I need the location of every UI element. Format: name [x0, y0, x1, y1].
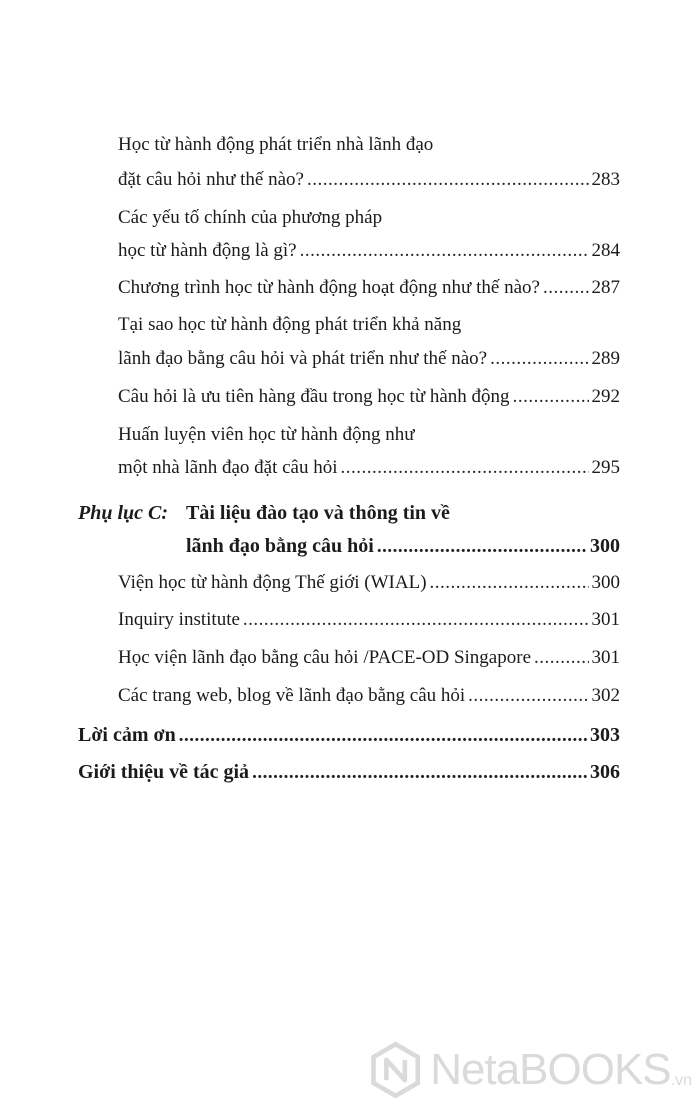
toc-page-number: 301	[591, 609, 620, 630]
dot-leader	[243, 605, 589, 635]
toc-page-number: 303	[590, 724, 620, 746]
toc-entry-title: Lời cảm ơn	[78, 724, 176, 746]
dot-leader	[252, 758, 587, 788]
toc-entry-title: Huấn luyện viên học từ hành động như	[118, 424, 415, 445]
toc-entry-line	[118, 382, 620, 412]
toc-entry-line	[78, 757, 620, 787]
dot-leader	[307, 165, 589, 195]
toc-entry-line	[118, 344, 620, 374]
dot-leader	[490, 344, 588, 374]
netabooks-watermark	[367, 1027, 692, 1112]
toc-entry-title: Các trang web, blog về lãnh đạo bằng câu hỏi	[118, 685, 466, 706]
toc-page-number: 283	[591, 169, 620, 190]
toc-entry-line	[118, 236, 620, 266]
toc-page-number: 300	[590, 535, 620, 557]
toc-entry-line	[78, 720, 620, 750]
toc-entry-title: Viện học từ hành động Thế giới (WIAL)	[118, 572, 427, 593]
toc-page-number: 292	[591, 386, 620, 407]
toc-entry-line	[118, 605, 620, 635]
dot-leader	[513, 382, 589, 412]
toc-page-number: 295	[591, 457, 620, 478]
toc-entry-line	[118, 453, 620, 483]
toc-entry-line	[186, 531, 620, 561]
toc-page-number: 306	[590, 761, 620, 783]
toc-entry-line	[118, 273, 620, 303]
dot-leader	[300, 236, 589, 266]
dot-leader	[430, 568, 589, 598]
netabooks-logo-icon	[367, 1039, 424, 1101]
toc-entry-title: lãnh đạo bằng câu hỏi và phát triển như thế nào?	[118, 348, 488, 369]
toc-page-number: 289	[591, 348, 620, 369]
dot-leader	[377, 532, 587, 562]
dot-leader	[543, 273, 589, 303]
toc-entry-title: Inquiry institute	[118, 609, 240, 630]
appendix-label: Phụ lục C:	[78, 502, 169, 524]
toc-entry-title: Tại sao học từ hành động phát triển khả năng	[118, 314, 462, 335]
toc-page-number: 287	[591, 277, 620, 298]
toc-page-number: 300	[591, 572, 620, 593]
toc-entry-title: một nhà lãnh đạo đặt câu hỏi	[118, 457, 338, 478]
toc-entry-title: Học viện lãnh đạo bằng câu hỏi /PACE-OD Singapore	[118, 647, 531, 668]
toc-entry-line	[118, 643, 620, 673]
toc-page-number: 284	[591, 240, 620, 261]
watermark-brand: NetaBOOKS	[430, 1044, 671, 1094]
toc-entry-title: Giới thiệu về tác giả	[78, 761, 250, 783]
toc-page-number: 301	[591, 647, 620, 668]
watermark-suffix: .vn	[670, 1072, 692, 1089]
appendix-title: lãnh đạo bằng câu hỏi	[186, 535, 374, 557]
toc-entry-title: Các yếu tố chính của phương pháp	[118, 207, 383, 228]
toc-page-number: 302	[591, 685, 620, 706]
toc-entry-line	[118, 568, 620, 598]
toc-entry-line	[118, 310, 620, 340]
toc-entry-title: Học từ hành động phát triển nhà lãnh đạo	[118, 134, 434, 155]
toc-entry-title: học từ hành động là gì?	[118, 240, 297, 261]
toc-entry-line	[118, 681, 620, 711]
toc-entry-line	[118, 130, 620, 160]
toc-entry-line	[118, 165, 620, 195]
toc-entry-title: Chương trình học từ hành động hoạt động như thế nào?	[118, 277, 540, 298]
dot-leader	[468, 681, 588, 711]
dot-leader	[534, 643, 589, 673]
toc-entry-line	[118, 420, 620, 450]
dot-leader	[341, 453, 589, 483]
dot-leader	[179, 721, 587, 751]
toc-entry-line	[118, 203, 620, 233]
appendix-title: Tài liệu đào tạo và thông tin về	[186, 502, 450, 524]
toc-entry-title: Câu hỏi là ưu tiên hàng đầu trong học từ hành động	[118, 386, 510, 407]
toc-entry-title: đặt câu hỏi như thế nào?	[118, 169, 304, 190]
